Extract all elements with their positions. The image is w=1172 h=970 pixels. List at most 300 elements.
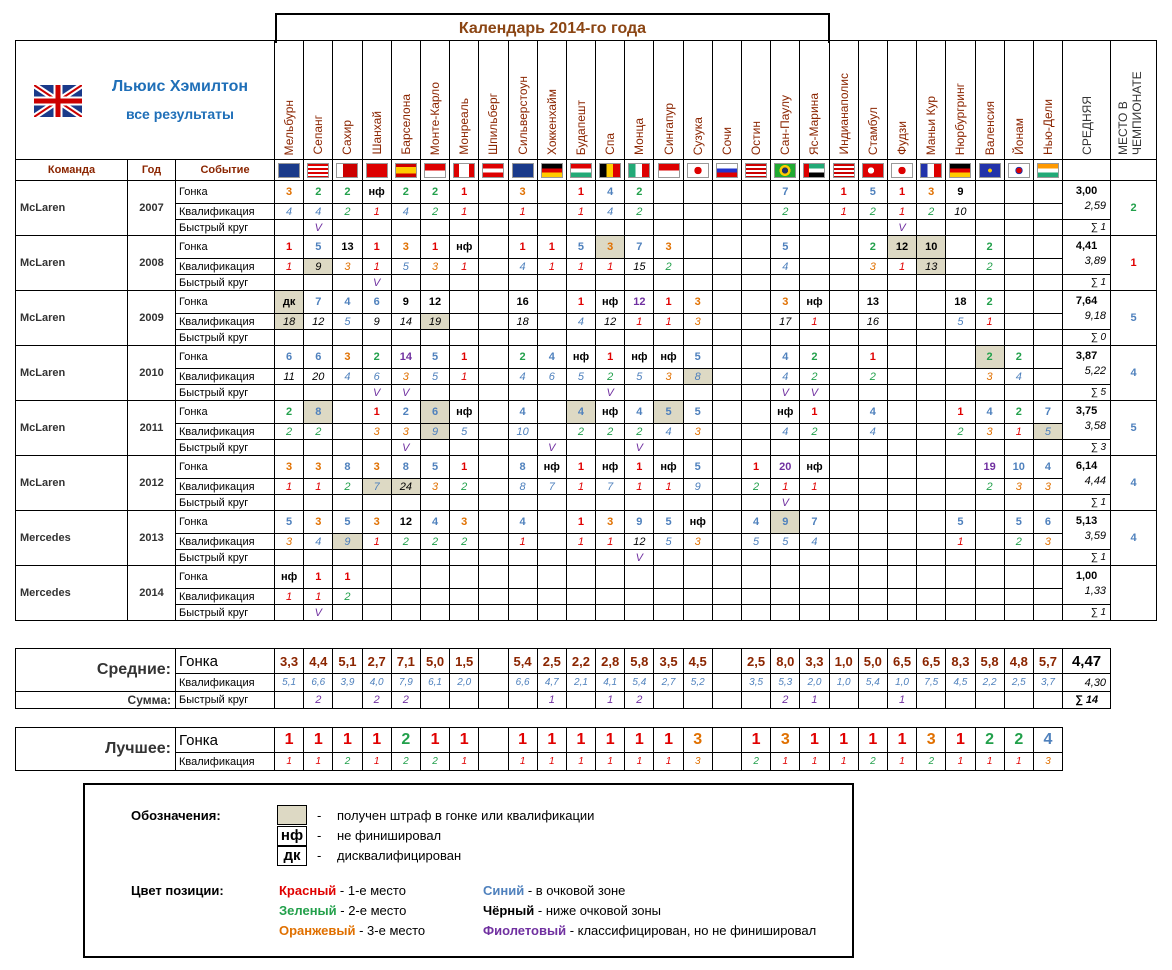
- event-fast-label: Быстрый круг: [176, 495, 275, 511]
- fast-lap-mark: [275, 385, 304, 401]
- avg-qual-value: 3,5: [742, 674, 771, 692]
- race-result: нф: [537, 456, 566, 479]
- race-result: 5: [683, 346, 712, 369]
- qual-result: 1: [771, 479, 800, 495]
- fast-lap-mark: [917, 550, 946, 566]
- best-qual-value: 1: [887, 753, 916, 771]
- team-cell: McLaren: [16, 236, 128, 291]
- sum-fast-value: [566, 692, 595, 709]
- season-average: 1,00 1,33: [1063, 566, 1111, 605]
- race-result: [654, 566, 683, 589]
- sum-fast-value: 2: [362, 692, 391, 709]
- race-result: [712, 181, 741, 204]
- qual-result: [975, 204, 1004, 220]
- race-result: 6: [304, 346, 333, 369]
- race-result: [479, 511, 508, 534]
- qual-result: [537, 204, 566, 220]
- race-result: [917, 346, 946, 369]
- race-result: 1: [362, 401, 391, 424]
- venue-header: [1004, 41, 1033, 160]
- qual-result: [946, 479, 975, 495]
- qual-result: 5: [654, 534, 683, 550]
- qual-result: 1: [450, 369, 479, 385]
- season-average: 5,13 3,59: [1063, 511, 1111, 550]
- race-result: 12: [625, 291, 654, 314]
- flag-jp-icon: [687, 163, 709, 178]
- avg-header: [1063, 41, 1111, 160]
- qual-result: [858, 589, 887, 605]
- best-qual-value: 1: [362, 753, 391, 771]
- race-result: [712, 566, 741, 589]
- qual-result: 5: [450, 424, 479, 440]
- legend-orange: Оранжевый - 3-е место: [279, 923, 426, 938]
- avg-qual-value: 2,1: [566, 674, 595, 692]
- venue-header: [1033, 41, 1062, 160]
- qual-result: [625, 589, 654, 605]
- race-result: 5: [858, 181, 887, 204]
- qual-result: [829, 314, 858, 330]
- fast-lap-mark: [858, 605, 887, 621]
- qual-result: 3: [1033, 534, 1062, 550]
- qual-result: 2: [450, 534, 479, 550]
- venue-header: [946, 41, 975, 160]
- avg-header-label: СРЕДНЯЯ: [1079, 96, 1094, 155]
- qual-result: 3: [275, 534, 304, 550]
- qual-result: 9: [683, 479, 712, 495]
- fast-lap-mark: [683, 495, 712, 511]
- season-qual-average: [1063, 385, 1111, 401]
- qual-result: 4: [508, 259, 537, 275]
- fast-lap-mark: [800, 220, 829, 236]
- fast-lap-mark: [362, 605, 391, 621]
- team-cell: McLaren: [16, 456, 128, 511]
- race-result: 1: [362, 236, 391, 259]
- best-qual-value: 1: [654, 753, 683, 771]
- flag-hu-icon: [570, 163, 592, 178]
- race-result: [829, 456, 858, 479]
- qual-result: 17: [771, 314, 800, 330]
- qual-result: 5: [420, 369, 449, 385]
- fast-lap-mark: [1033, 550, 1062, 566]
- best-qual-value: 1: [566, 753, 595, 771]
- qual-result: 5: [333, 314, 362, 330]
- race-result: 4: [596, 181, 625, 204]
- venue-name: Индианаполис: [836, 73, 851, 155]
- fast-lap-mark: [917, 440, 946, 456]
- fast-lap-mark: [537, 330, 566, 346]
- fast-lap-mark: [946, 605, 975, 621]
- venue-header: [654, 41, 683, 160]
- best-race-value: 1: [420, 728, 449, 753]
- flag-cell: [537, 160, 566, 181]
- best-qual-value: 3: [1033, 753, 1062, 771]
- qual-result: [917, 314, 946, 330]
- fast-lap-mark: [800, 275, 829, 291]
- qual-result: 1: [304, 479, 333, 495]
- fast-lap-mark: [275, 550, 304, 566]
- qual-result: [800, 259, 829, 275]
- qual-result: 3: [391, 369, 420, 385]
- avg-race-value: 2,8: [596, 649, 625, 674]
- flag-cell: [829, 160, 858, 181]
- fast-lap-mark: [479, 330, 508, 346]
- qual-result: [712, 369, 741, 385]
- fast-lap-mark: [479, 385, 508, 401]
- race-result: [829, 291, 858, 314]
- race-result: 2: [508, 346, 537, 369]
- fast-lap-mark: [712, 385, 741, 401]
- fast-lap-mark: [742, 550, 771, 566]
- race-result: 1: [450, 181, 479, 204]
- qual-result: 7: [537, 479, 566, 495]
- fast-lap-mark: [683, 440, 712, 456]
- sum-fast-value: [917, 692, 946, 709]
- race-result: 2: [800, 346, 829, 369]
- avg-total: 4,47: [1063, 649, 1111, 674]
- flag-de-icon: [541, 163, 563, 178]
- qual-result: 4: [508, 369, 537, 385]
- sum-fast-total: ∑ 14: [1063, 692, 1111, 709]
- avg-qual-total: 4,30: [1063, 674, 1111, 692]
- race-result: [683, 236, 712, 259]
- fast-lap-mark: [479, 220, 508, 236]
- qual-result: 4: [596, 204, 625, 220]
- flag-cell: [1004, 160, 1033, 181]
- race-result: [1033, 291, 1062, 314]
- best-race-value: 1: [829, 728, 858, 753]
- year-cell: 2011: [128, 401, 176, 456]
- legend-color-title: Цвет позиции:: [131, 883, 224, 898]
- fast-lap-mark: [829, 385, 858, 401]
- fast-lap-mark: [625, 220, 654, 236]
- race-result: 7: [625, 236, 654, 259]
- fast-lap-mark: [1004, 275, 1033, 291]
- avg-qual-value: 1,0: [829, 674, 858, 692]
- qual-result: 1: [625, 479, 654, 495]
- fast-lap-mark: V: [625, 440, 654, 456]
- venue-header: [566, 41, 595, 160]
- fast-lap-mark: [1004, 605, 1033, 621]
- avg-race-value: 7,1: [391, 649, 420, 674]
- fast-lap-mark: [654, 550, 683, 566]
- fast-lap-mark: [625, 605, 654, 621]
- fast-lap-mark: [479, 550, 508, 566]
- best-qual-value: 1: [596, 753, 625, 771]
- fast-lap-mark: V: [771, 495, 800, 511]
- best-qual-value: 2: [917, 753, 946, 771]
- fast-lap-mark: [566, 495, 595, 511]
- fast-lap-mark: [479, 605, 508, 621]
- flag-ae-icon: [803, 163, 825, 178]
- fast-lap-mark: [304, 550, 333, 566]
- fast-lap-mark: [742, 495, 771, 511]
- fast-lap-mark: [654, 605, 683, 621]
- venue-name: Монреаль: [457, 98, 472, 155]
- race-result: 1: [800, 401, 829, 424]
- qual-result: [829, 479, 858, 495]
- legend-red: Красный - 1-е место: [279, 883, 406, 898]
- fast-lap-mark: [975, 550, 1004, 566]
- race-result: 16: [508, 291, 537, 314]
- race-result: [887, 456, 916, 479]
- qual-result: 1: [800, 479, 829, 495]
- flag-kr-icon: [1008, 163, 1030, 178]
- qual-result: 4: [771, 369, 800, 385]
- flag-eu-icon: [979, 163, 1001, 178]
- fast-lap-mark: [508, 385, 537, 401]
- fast-lap-mark: [333, 275, 362, 291]
- qual-result: 4: [771, 424, 800, 440]
- race-result: 2: [304, 181, 333, 204]
- best-race-value: [712, 728, 741, 753]
- fast-lap-mark: [275, 605, 304, 621]
- qual-result: 19: [420, 314, 449, 330]
- race-result: нф: [683, 511, 712, 534]
- qual-result: [712, 589, 741, 605]
- flag-br-icon: [774, 163, 796, 178]
- race-result: [946, 236, 975, 259]
- qual-result: [683, 204, 712, 220]
- qual-result: 10: [946, 204, 975, 220]
- fast-lap-mark: V: [391, 440, 420, 456]
- qual-result: 24: [391, 479, 420, 495]
- avg-qual-value: 7,9: [391, 674, 420, 692]
- race-result: [800, 181, 829, 204]
- fast-lap-mark: [1004, 440, 1033, 456]
- race-result: [742, 291, 771, 314]
- fast-lap-mark: [508, 550, 537, 566]
- race-result: [858, 566, 887, 589]
- avg-race-value: [712, 649, 741, 674]
- qual-result: [479, 314, 508, 330]
- legend-penalty-box: [277, 805, 307, 825]
- fast-lap-mark: [1033, 605, 1062, 621]
- qual-result: 14: [391, 314, 420, 330]
- team-cell: McLaren: [16, 346, 128, 401]
- sum-fast-value: [829, 692, 858, 709]
- qual-result: 1: [508, 204, 537, 220]
- race-result: [537, 511, 566, 534]
- legend-title: Обозначения:: [131, 808, 221, 823]
- flag-cell: [420, 160, 449, 181]
- qual-result: [537, 424, 566, 440]
- qual-result: [391, 589, 420, 605]
- qual-result: 1: [275, 589, 304, 605]
- qual-result: [975, 589, 1004, 605]
- season-average: 3,87 5,22: [1063, 346, 1111, 385]
- qual-result: [362, 589, 391, 605]
- avg-qual-label: Квалификация: [176, 674, 275, 692]
- avg-qual-value: 4,0: [362, 674, 391, 692]
- race-result: [566, 566, 595, 589]
- flag-es-icon: [395, 163, 417, 178]
- fast-lap-mark: [625, 275, 654, 291]
- fast-lap-mark: [537, 220, 566, 236]
- fast-lap-mark: [1004, 330, 1033, 346]
- uk-flag-icon: [34, 85, 82, 117]
- avg-race-label: Гонка: [176, 649, 275, 674]
- fast-lap-mark: [420, 275, 449, 291]
- qual-result: 1: [566, 479, 595, 495]
- fast-lap-mark: [275, 330, 304, 346]
- fast-lap-mark: [712, 605, 741, 621]
- avg-race-value: 2,2: [566, 649, 595, 674]
- race-result: 9: [771, 511, 800, 534]
- season-average: 4,41 3,89: [1063, 236, 1111, 275]
- fast-lap-mark: [771, 605, 800, 621]
- event-race-label: Гонка: [176, 456, 275, 479]
- fast-lap-mark: [304, 330, 333, 346]
- qual-result: 1: [654, 314, 683, 330]
- qual-result: 3: [391, 424, 420, 440]
- race-result: 2: [362, 346, 391, 369]
- best-race-value: 3: [771, 728, 800, 753]
- race-result: 1: [858, 346, 887, 369]
- team-cell: Mercedes: [16, 566, 128, 621]
- flag-jp-icon: [891, 163, 913, 178]
- race-result: 5: [683, 456, 712, 479]
- best-qual-value: 2: [420, 753, 449, 771]
- fast-lap-mark: [420, 330, 449, 346]
- race-result: [887, 511, 916, 534]
- best-race-value: 1: [508, 728, 537, 753]
- qual-result: [858, 534, 887, 550]
- qual-result: 3: [420, 479, 449, 495]
- fast-lap-mark: [420, 220, 449, 236]
- sum-fast-value: [508, 692, 537, 709]
- avg-race-value: 2,5: [537, 649, 566, 674]
- race-result: 1: [450, 456, 479, 479]
- sum-fast-value: 1: [887, 692, 916, 709]
- race-result: [683, 566, 712, 589]
- race-result: нф: [800, 456, 829, 479]
- best-qual-value: [712, 753, 741, 771]
- fast-lap-mark: [712, 330, 741, 346]
- avg-race-value: 4,5: [683, 649, 712, 674]
- race-result: 12: [391, 511, 420, 534]
- results-table: [15, 40, 1157, 621]
- flag-cell: [333, 160, 362, 181]
- event-fast-label: Быстрый круг: [176, 385, 275, 401]
- season-average: 7,64 9,18: [1063, 291, 1111, 330]
- venue-name: Сан-Паулу: [778, 95, 793, 155]
- best-race-value: 1: [333, 728, 362, 753]
- venue-name: Барселона: [398, 94, 413, 155]
- avg-race-value: 1,5: [450, 649, 479, 674]
- race-result: 2: [391, 401, 420, 424]
- avg-race-value: 5,4: [508, 649, 537, 674]
- race-result: 1: [420, 236, 449, 259]
- race-result: 3: [275, 456, 304, 479]
- race-result: нф: [450, 236, 479, 259]
- fast-lap-mark: [566, 605, 595, 621]
- race-result: [1033, 236, 1062, 259]
- race-result: нф: [800, 291, 829, 314]
- qual-result: 9: [362, 314, 391, 330]
- qual-result: 1: [596, 259, 625, 275]
- fast-lap-mark: [858, 220, 887, 236]
- qual-result: 20: [304, 369, 333, 385]
- sum-fast-value: [275, 692, 304, 709]
- race-result: 7: [800, 511, 829, 534]
- fast-lap-mark: [333, 605, 362, 621]
- venue-name: Нью-Дели: [1040, 98, 1055, 155]
- year-column-header: Год: [128, 160, 176, 181]
- avg-qual-value: 6,6: [304, 674, 333, 692]
- event-qual-label: Квалификация: [176, 534, 275, 550]
- fast-lap-mark: [391, 220, 420, 236]
- sum-fast-value: [1004, 692, 1033, 709]
- qual-result: 1: [275, 259, 304, 275]
- fast-lap-mark: [858, 385, 887, 401]
- qual-result: 5: [566, 369, 595, 385]
- fast-lap-sum: ∑ 5: [1090, 387, 1107, 398]
- race-result: нф: [596, 401, 625, 424]
- qual-result: [975, 534, 1004, 550]
- avg-qual-value: 7,5: [917, 674, 946, 692]
- race-result: 2: [975, 346, 1004, 369]
- year-cell: 2012: [128, 456, 176, 511]
- qual-result: 5: [742, 534, 771, 550]
- fast-lap-sum: ∑ 3: [1090, 442, 1107, 453]
- race-result: [887, 566, 916, 589]
- qual-result: [333, 424, 362, 440]
- flag-cell: [450, 160, 479, 181]
- qual-result: 5: [771, 534, 800, 550]
- race-result: 4: [566, 401, 595, 424]
- fast-lap-mark: [1004, 495, 1033, 511]
- fast-lap-mark: [566, 275, 595, 291]
- race-result: 1: [566, 181, 595, 204]
- qual-result: [887, 314, 916, 330]
- race-result: 2: [333, 181, 362, 204]
- fast-lap-mark: [946, 275, 975, 291]
- fast-lap-mark: [362, 440, 391, 456]
- race-result: [537, 291, 566, 314]
- flag-ca-icon: [453, 163, 475, 178]
- team-cell: Mercedes: [16, 511, 128, 566]
- best-race-value: 1: [858, 728, 887, 753]
- race-result: 2: [275, 401, 304, 424]
- avg-race-value: 4,4: [304, 649, 333, 674]
- race-result: 3: [304, 511, 333, 534]
- fast-lap-mark: V: [362, 275, 391, 291]
- fast-lap-mark: [887, 605, 916, 621]
- race-result: 9: [391, 291, 420, 314]
- qual-result: 2: [304, 424, 333, 440]
- best-race-value: 1: [742, 728, 771, 753]
- qual-result: 4: [800, 534, 829, 550]
- best-race-value: 2: [1004, 728, 1033, 753]
- fast-lap-mark: [391, 330, 420, 346]
- qual-result: 2: [1004, 534, 1033, 550]
- qual-result: 3: [420, 259, 449, 275]
- fast-lap-mark: [537, 495, 566, 511]
- avg-race-value: [479, 649, 508, 674]
- fast-lap-mark: V: [625, 550, 654, 566]
- qual-result: 4: [1004, 369, 1033, 385]
- fast-lap-mark: V: [391, 385, 420, 401]
- fast-lap-mark: [946, 550, 975, 566]
- legend-dsq-text: дисквалифицирован: [337, 848, 462, 863]
- season-average: 3,75 3,58: [1063, 401, 1111, 440]
- fast-lap-mark: [829, 220, 858, 236]
- year-cell: 2009: [128, 291, 176, 346]
- race-result: [742, 236, 771, 259]
- venue-header: [712, 41, 741, 160]
- champ-position: 1: [1111, 236, 1157, 291]
- venue-header: [508, 41, 537, 160]
